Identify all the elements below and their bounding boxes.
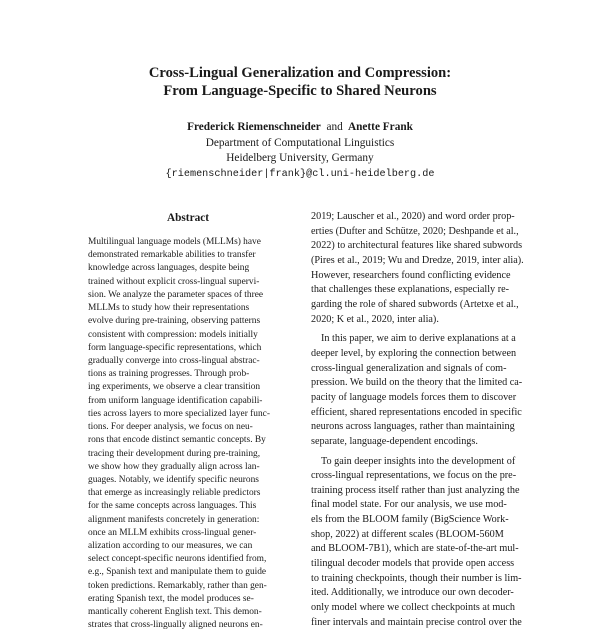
abstract-line: tions as training progresses. Through prob-: [88, 369, 250, 380]
abstract-line: tions. For deeper analysis, we focus on neu-: [88, 422, 253, 433]
abstract-line: rons that encode distinct semantic concepts. By: [88, 435, 266, 446]
body-line: final model state. For our analysis, we use mod-: [311, 499, 507, 511]
abstract-line: knowledge across languages, despite being: [88, 263, 250, 274]
abstract-line: tracing their development during pre-training,: [88, 448, 261, 459]
body-line: However, researchers found conflicting evidence: [311, 269, 511, 281]
body-line: neurons across languages, rather than maintaining: [311, 421, 515, 433]
author-2: Anette Frank: [347, 121, 413, 133]
abstract-line: guages. Notably, we identify specific neurons: [88, 474, 259, 485]
university: Heidelberg University, Germany: [226, 152, 374, 164]
abstract-line: strates that cross-lingually aligned neurons en-: [88, 620, 263, 631]
body-line: finer intervals and maintain precise control over the: [311, 616, 522, 628]
abstract-line: that emerge as increasingly reliable predictors: [88, 488, 261, 499]
body-line: In this paper, we aim to derive explanations at a: [321, 333, 516, 345]
abstract-line: trained without explicit cross-lingual supervi-: [88, 276, 260, 287]
abstract-line: once an MLLM exhibits cross-lingual gener-: [88, 527, 257, 538]
body-line: garding the role of shared subwords (Artetxe et al.,: [311, 298, 519, 310]
title-line-2: From Language-Specific to Shared Neurons: [163, 83, 437, 99]
abstract-line: erating Spanish text, the model produces se-: [88, 593, 254, 604]
body-line: and BLOOM-7B1), which are state-of-the-art mul-: [311, 543, 519, 555]
author-1: Frederick Riemenschneider: [187, 121, 321, 133]
abstract-line: ties across layers to more specialized layer func-: [88, 408, 270, 419]
body-line: ited. Additionally, we introduce our own decoder-: [311, 587, 514, 599]
body-line: 2019; Lauscher et al., 2020) and word order prop-: [311, 211, 515, 222]
body-line: training process itself rather than just analyzing the: [311, 484, 520, 496]
abstract-line: MLLMs to study how their representations: [88, 303, 250, 314]
title-line-1: Cross-Lingual Generalization and Compression:: [148, 65, 452, 81]
body-line: shop, 2022) at different scales (BLOOM-560M: [311, 528, 504, 540]
abstract-text: [88, 236, 288, 633]
body-line: pacity of language models forces them to discover: [311, 391, 517, 403]
author-conjunction: and: [326, 121, 343, 133]
author-email: {riemenschneider|frank}@cl.uni-heidelberg.de: [165, 168, 435, 180]
body-line: separate, language-dependent encodings.: [311, 435, 478, 447]
body-line: cross-lingual generalization and signals of com-: [311, 362, 507, 374]
abstract-line: alignment manifests concretely in generation:: [88, 514, 260, 525]
author-names: [0, 120, 600, 136]
abstract-line: mantically coherent English text. This demon-: [88, 607, 262, 618]
body-line: efficient, shared representations encoded in specific: [311, 406, 522, 418]
body-line: pression. We build on the theory that the limited ca-: [311, 377, 523, 389]
body-line: erties (Dufter and Schütze, 2020; Deshpande et al.,: [311, 225, 519, 237]
body-line: 2022) to architectural features like shared subwords: [311, 240, 523, 252]
body-line: 2020; K et al., 2020, inter alia).: [311, 313, 439, 325]
abstract-line: form language-specific representations, which: [88, 342, 262, 353]
body-line: only model where we collect checkpoints at much: [311, 602, 515, 614]
abstract-heading: Abstract: [166, 212, 210, 224]
abstract-line: Multilingual language models (MLLMs) have: [88, 237, 261, 247]
body-line: to training checkpoints, though their number is lim-: [311, 572, 522, 584]
abstract-line: sion. We analyze the parameter spaces of three: [88, 289, 264, 300]
abstract-line: token predictions. Remarkably, rather than gen-: [88, 580, 267, 591]
abstract-line: e.g., Spanish text and manipulate them to guide: [88, 567, 267, 578]
body-line: els from the BLOOM family (BigScience Work-: [311, 514, 509, 526]
abstract-line: demonstrated remarkable abilities to transfer: [88, 250, 256, 261]
paper-title: [0, 64, 600, 100]
body-column-right: [311, 210, 532, 630]
abstract-line: from uniform language identification capabili-: [88, 395, 263, 406]
body-line: (Pires et al., 2019; Wu and Dredze, 2019, inter alia).: [311, 254, 524, 266]
abstract-line: select concept-specific neurons identified from,: [88, 554, 267, 565]
author-block: [0, 120, 600, 182]
abstract-line: gradually converge into cross-lingual abstrac-: [88, 355, 260, 366]
body-line: cross-lingual representations, we focus on the pre-: [311, 470, 517, 482]
abstract-line: for the same concepts across languages. This: [88, 501, 257, 512]
department: Department of Computational Linguistics: [205, 136, 395, 149]
abstract-line: ing experiments, we observe a clear transition: [88, 382, 261, 393]
body-line: deeper level, by exploring the connection between: [311, 347, 517, 359]
body-line: that challenges these explanations, especially re-: [311, 284, 510, 296]
abstract-line: we show how they gradually align across lan-: [88, 461, 260, 472]
body-line: tilingual decoder models that provide open access: [311, 558, 515, 570]
body-line: To gain deeper insights into the development of: [321, 455, 516, 467]
abstract-line: evolve during pre-training, observing patterns: [88, 316, 261, 327]
abstract-line: consistent with compression: models initially: [88, 329, 258, 340]
abstract-line: alization according to our measures, we can: [88, 541, 253, 552]
